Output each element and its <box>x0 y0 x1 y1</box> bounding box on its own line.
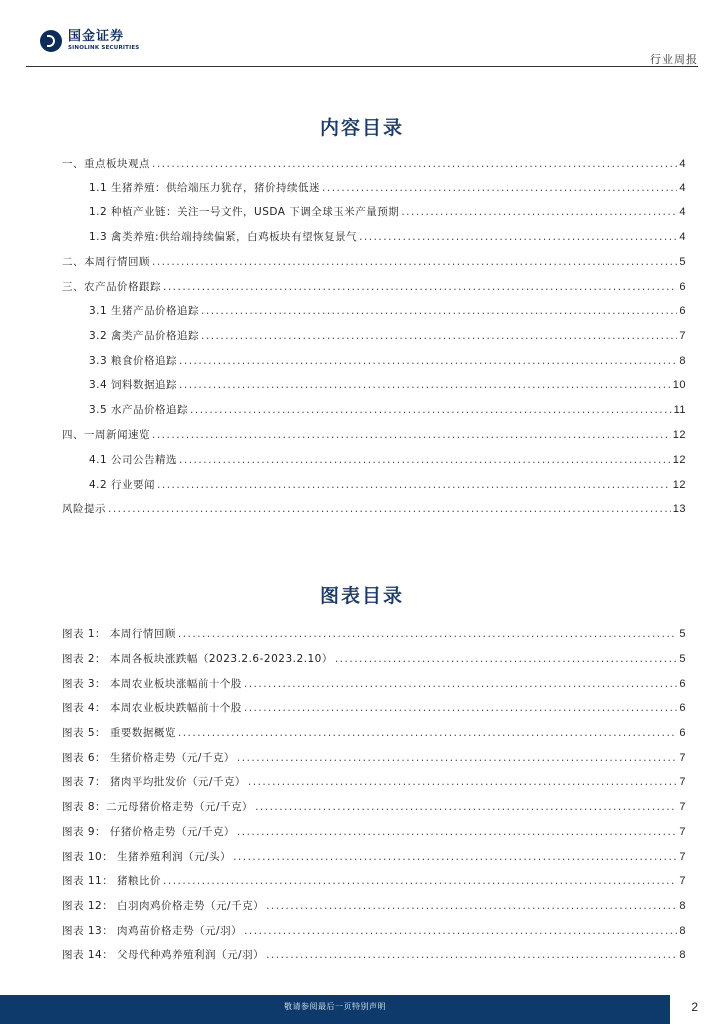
figure-entry[interactable]: 图表 13： 肉鸡苗价格走势（元/羽） ..... 8 <box>62 923 686 939</box>
leader-dots <box>255 801 677 813</box>
leader-dots <box>201 305 677 317</box>
figure-entry[interactable]: 图表 10： 生猪养殖利润（元/头） ..... 7 <box>62 849 686 865</box>
leader-dots <box>322 182 677 194</box>
figure-entry[interactable]: 图表 3： 本周农业板块涨幅前十个股 ..... 6 <box>62 676 686 692</box>
figure-page-number: 7 <box>679 801 686 813</box>
toc-page-number: 4 <box>679 182 686 194</box>
figure-entry[interactable]: 图表 4： 本周农业板块跌幅前十个股 ..... 6 <box>62 700 686 716</box>
toc-page-number: 13 <box>672 503 686 515</box>
leader-dots <box>157 479 671 491</box>
toc-page-number: 4 <box>679 158 686 170</box>
company-logo <box>40 30 139 52</box>
figure-page-number: 5 <box>679 653 686 665</box>
figure-page-number: 6 <box>679 702 686 714</box>
figure-page-number: 7 <box>679 776 686 788</box>
leader-dots <box>237 752 677 764</box>
leader-dots <box>108 503 671 515</box>
page-number: 2 <box>691 1000 698 1014</box>
toc-entry[interactable]: 三、农产品价格跟踪 ..... 6 <box>62 279 686 295</box>
toc-page-number: 5 <box>679 256 686 268</box>
toc-page-number: 4 <box>679 206 686 218</box>
toc-entry[interactable]: 4.1 公司公告精选 ..... 12 <box>89 452 686 468</box>
leader-dots <box>401 206 677 218</box>
toc-page-number: 10 <box>672 379 686 391</box>
toc-page-number: 12 <box>672 429 686 441</box>
figure-entry[interactable]: 图表 9： 仔猪价格走势（元/千克） ..... 7 <box>62 824 686 840</box>
leader-dots <box>335 653 678 665</box>
leader-dots <box>179 355 677 367</box>
leader-dots <box>248 776 677 788</box>
figure-entry[interactable]: 图表 12： 白羽肉鸡价格走势（元/千克） ..... 8 <box>62 898 686 914</box>
toc-page-number: 11 <box>673 404 686 416</box>
leader-dots <box>266 949 677 961</box>
toc-entry[interactable]: 3.3 粮食价格追踪 ..... 8 <box>89 353 686 369</box>
figure-page-number: 6 <box>679 678 686 690</box>
toc-entry[interactable]: 1.1 生猪养殖：供给端压力犹存，猪价持续低迷 ..... 4 <box>89 180 686 196</box>
leader-dots <box>244 925 677 937</box>
toc-entry[interactable]: 3.4 饲料数据追踪 ..... 10 <box>89 377 686 393</box>
logo-name-cn: 国金证券 <box>68 29 125 45</box>
header-divider <box>26 66 698 67</box>
toc-page-number: 8 <box>679 355 686 367</box>
figure-list-title: 图表目录 <box>319 585 404 607</box>
figure-entry[interactable]: 图表 1： 本周行情回顾 ..... 5 <box>62 626 686 642</box>
toc-page-number: 12 <box>672 454 686 466</box>
figure-page-number: 7 <box>679 752 686 764</box>
leader-dots <box>163 281 677 293</box>
leader-dots <box>244 678 678 690</box>
logo-icon <box>40 30 62 52</box>
figure-entry[interactable]: 图表 11： 猪粮比价 ..... 7 <box>62 873 686 889</box>
toc-entry[interactable]: 1.2 种植产业链：关注一号文件，USDA 下调全球玉米产量预期 ..... 4 <box>89 204 686 220</box>
figure-entry[interactable]: 图表 6： 生猪价格走势（元/千克） ..... 7 <box>62 750 686 766</box>
toc-entry[interactable]: 4.2 行业要闻 ..... 12 <box>89 477 686 493</box>
toc-page-number: 4 <box>679 231 686 243</box>
toc-page-number: 12 <box>672 479 686 491</box>
toc-page-number: 7 <box>679 330 686 342</box>
leader-dots <box>179 454 671 466</box>
leader-dots <box>152 256 677 268</box>
figure-page-number: 8 <box>679 925 686 937</box>
figure-page-number: 7 <box>679 875 686 887</box>
leader-dots <box>359 231 677 243</box>
toc-entry[interactable]: 3.1 生猪产品价格追踪 ..... 6 <box>89 303 686 319</box>
figure-entry[interactable]: 图表 7： 猪肉平均批发价（元/千克） ..... 7 <box>62 774 686 790</box>
toc-entry[interactable]: 风险提示 ..... 13 <box>62 501 686 517</box>
toc-entry[interactable]: 3.5 水产品价格追踪 ..... 11 <box>89 402 686 418</box>
leader-dots <box>178 628 678 640</box>
leader-dots <box>233 851 677 863</box>
toc-entry[interactable]: 1.3 禽类养殖:供给端持续偏紧，白鸡板块有望恢复景气 ..... 4 <box>89 229 686 245</box>
leader-dots <box>152 429 671 441</box>
toc-page-number: 6 <box>679 281 686 293</box>
logo-name-en: SINOLINK SECURITIES <box>68 45 140 52</box>
figure-page-number: 7 <box>679 826 686 838</box>
figure-page-number: 7 <box>679 851 686 863</box>
figure-entry[interactable]: 图表 5： 重要数据概览 ..... 6 <box>62 725 686 741</box>
figure-entry[interactable]: 图表 14： 父母代种鸡养殖利润（元/羽） ..... 8 <box>62 947 686 963</box>
toc-entry[interactable]: 二、本周行情回顾 ..... 5 <box>62 254 686 270</box>
leader-dots <box>244 702 678 714</box>
leader-dots <box>163 875 677 887</box>
toc-page-number: 6 <box>679 305 686 317</box>
leader-dots <box>179 379 671 391</box>
figure-page-number: 8 <box>679 949 686 961</box>
toc-entry[interactable]: 一、重点板块观点 ..... 4 <box>62 156 686 172</box>
leader-dots <box>237 826 677 838</box>
toc-title: 内容目录 <box>319 117 404 139</box>
leader-dots <box>190 404 672 416</box>
page-header <box>0 0 724 70</box>
leader-dots <box>152 158 677 170</box>
figure-page-number: 8 <box>679 900 686 912</box>
leader-dots <box>201 330 677 342</box>
leader-dots <box>178 727 678 739</box>
leader-dots <box>266 900 677 912</box>
toc-entry[interactable]: 四、一周新闻速览 ..... 12 <box>62 427 686 443</box>
footer-disclaimer: 敬请参阅最后一页特别声明 <box>284 1002 386 1011</box>
figure-entry[interactable]: 图表 8：二元母猪价格走势（元/千克） ..... 7 <box>62 799 686 815</box>
figure-entry[interactable]: 图表 2： 本周各板块涨跌幅（2023.2.6-2023.2.10） ..... 5 <box>62 651 686 667</box>
figure-page-number: 5 <box>679 628 686 640</box>
report-type: 行业周报 <box>650 53 698 66</box>
toc-entry[interactable]: 3.2 禽类产品价格追踪 ..... 7 <box>89 328 686 344</box>
figure-page-number: 6 <box>679 727 686 739</box>
